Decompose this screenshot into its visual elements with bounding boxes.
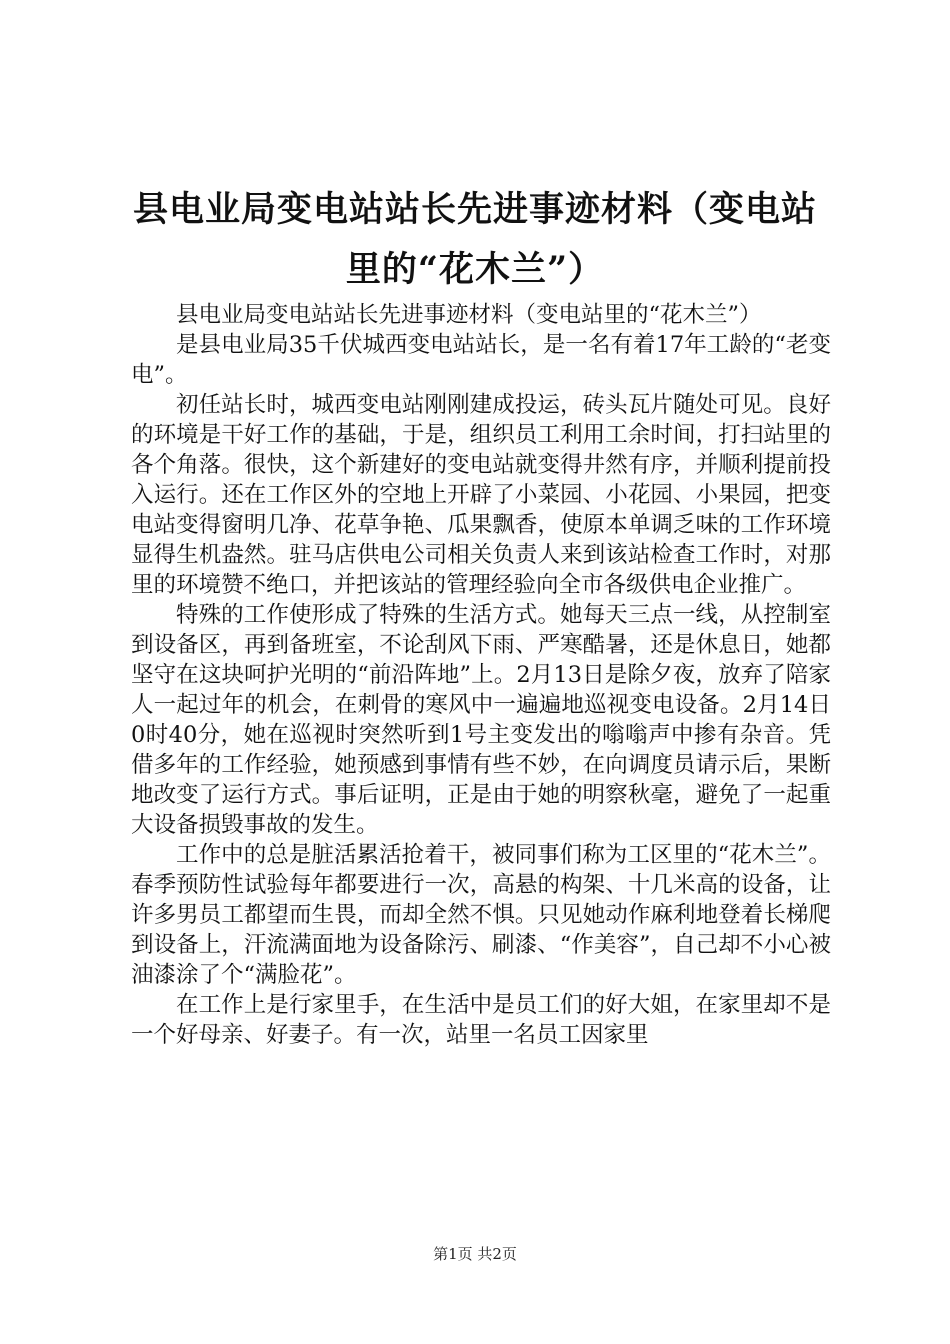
page-number-footer: 第1页 共2页 xyxy=(433,1245,517,1263)
paragraph-intro: 是县电业局35千伏城西变电站站长，是一名有着17年工龄的“老变电”。 xyxy=(131,332,831,388)
paragraph-station-improvement: 初任站长时，城西变电站刚刚建成投运，砖头瓦片随处可见。良好的环境是干好工作的基础，于是，组织员工利用工余时间，打扫站里的各个角落。很快，这个新建好的变电站就变得井然有序，并顺利提前投入运行。还在工作区外的空地上开辟了小菜园、小花园、小果园，把变电站变得窗明几净、花草争艳、瓜果飘香，使原本单调乏味的工作环境显得生机盎然。驻马店供电公司相关负责人来到该站检查工作时，对那里的环境赞不绝口，并把该站的管理经验向全市各级供电企业推广。 xyxy=(131,392,831,598)
paragraph-subtitle: 县电业局变电站站长先进事迹材料（变电站里的“花木兰”） xyxy=(176,302,762,328)
paragraph-family: 在工作上是行家里手，在生活中是员工们的好大姐，在家里却不是一个好母亲、好妻子。有一次，站里一名员工因家里 xyxy=(131,992,831,1048)
paragraph-hua-mulan: 工作中的总是脏活累活抢着干，被同事们称为工区里的“花木兰”。春季预防性试验每年都要进行一次，高悬的构架、十几米高的设备，让许多男员工都望而生畏，而却全然不惧。只见她动作麻利地登着长梯爬到设备上，汗流满面地为设备除污、刷漆、“作美容”，自己却不小心被油漆涂了个“满脸花”。 xyxy=(131,842,831,988)
paragraph-work-routine: 特殊的工作使形成了特殊的生活方式。她每天三点一线，从控制室到设备区，再到备班室，不论刮风下雨、严寒酷暑，还是休息日，她都坚守在这块呵护光明的“前沿阵地”上。2月13日是除夕夜，放弃了陪家人一起过年的机会，在刺骨的寒风中一遍遍地巡视变电设备。2月14日0时40分，她在巡视时突然听到1号主变发出的嗡嗡声中掺有杂音。凭借多年的工作经验，她预感到事情有些不妙，在向调度员请示后，果断地改变了运行方式。事后证明，正是由于她的明察秋毫，避免了一起重大设备损毁事故的发生。 xyxy=(131,602,831,838)
document-body xyxy=(131,300,831,1050)
document-title: 县电业局变电站站长先进事迹材料（变电站里的“花木兰”） xyxy=(132,189,817,290)
